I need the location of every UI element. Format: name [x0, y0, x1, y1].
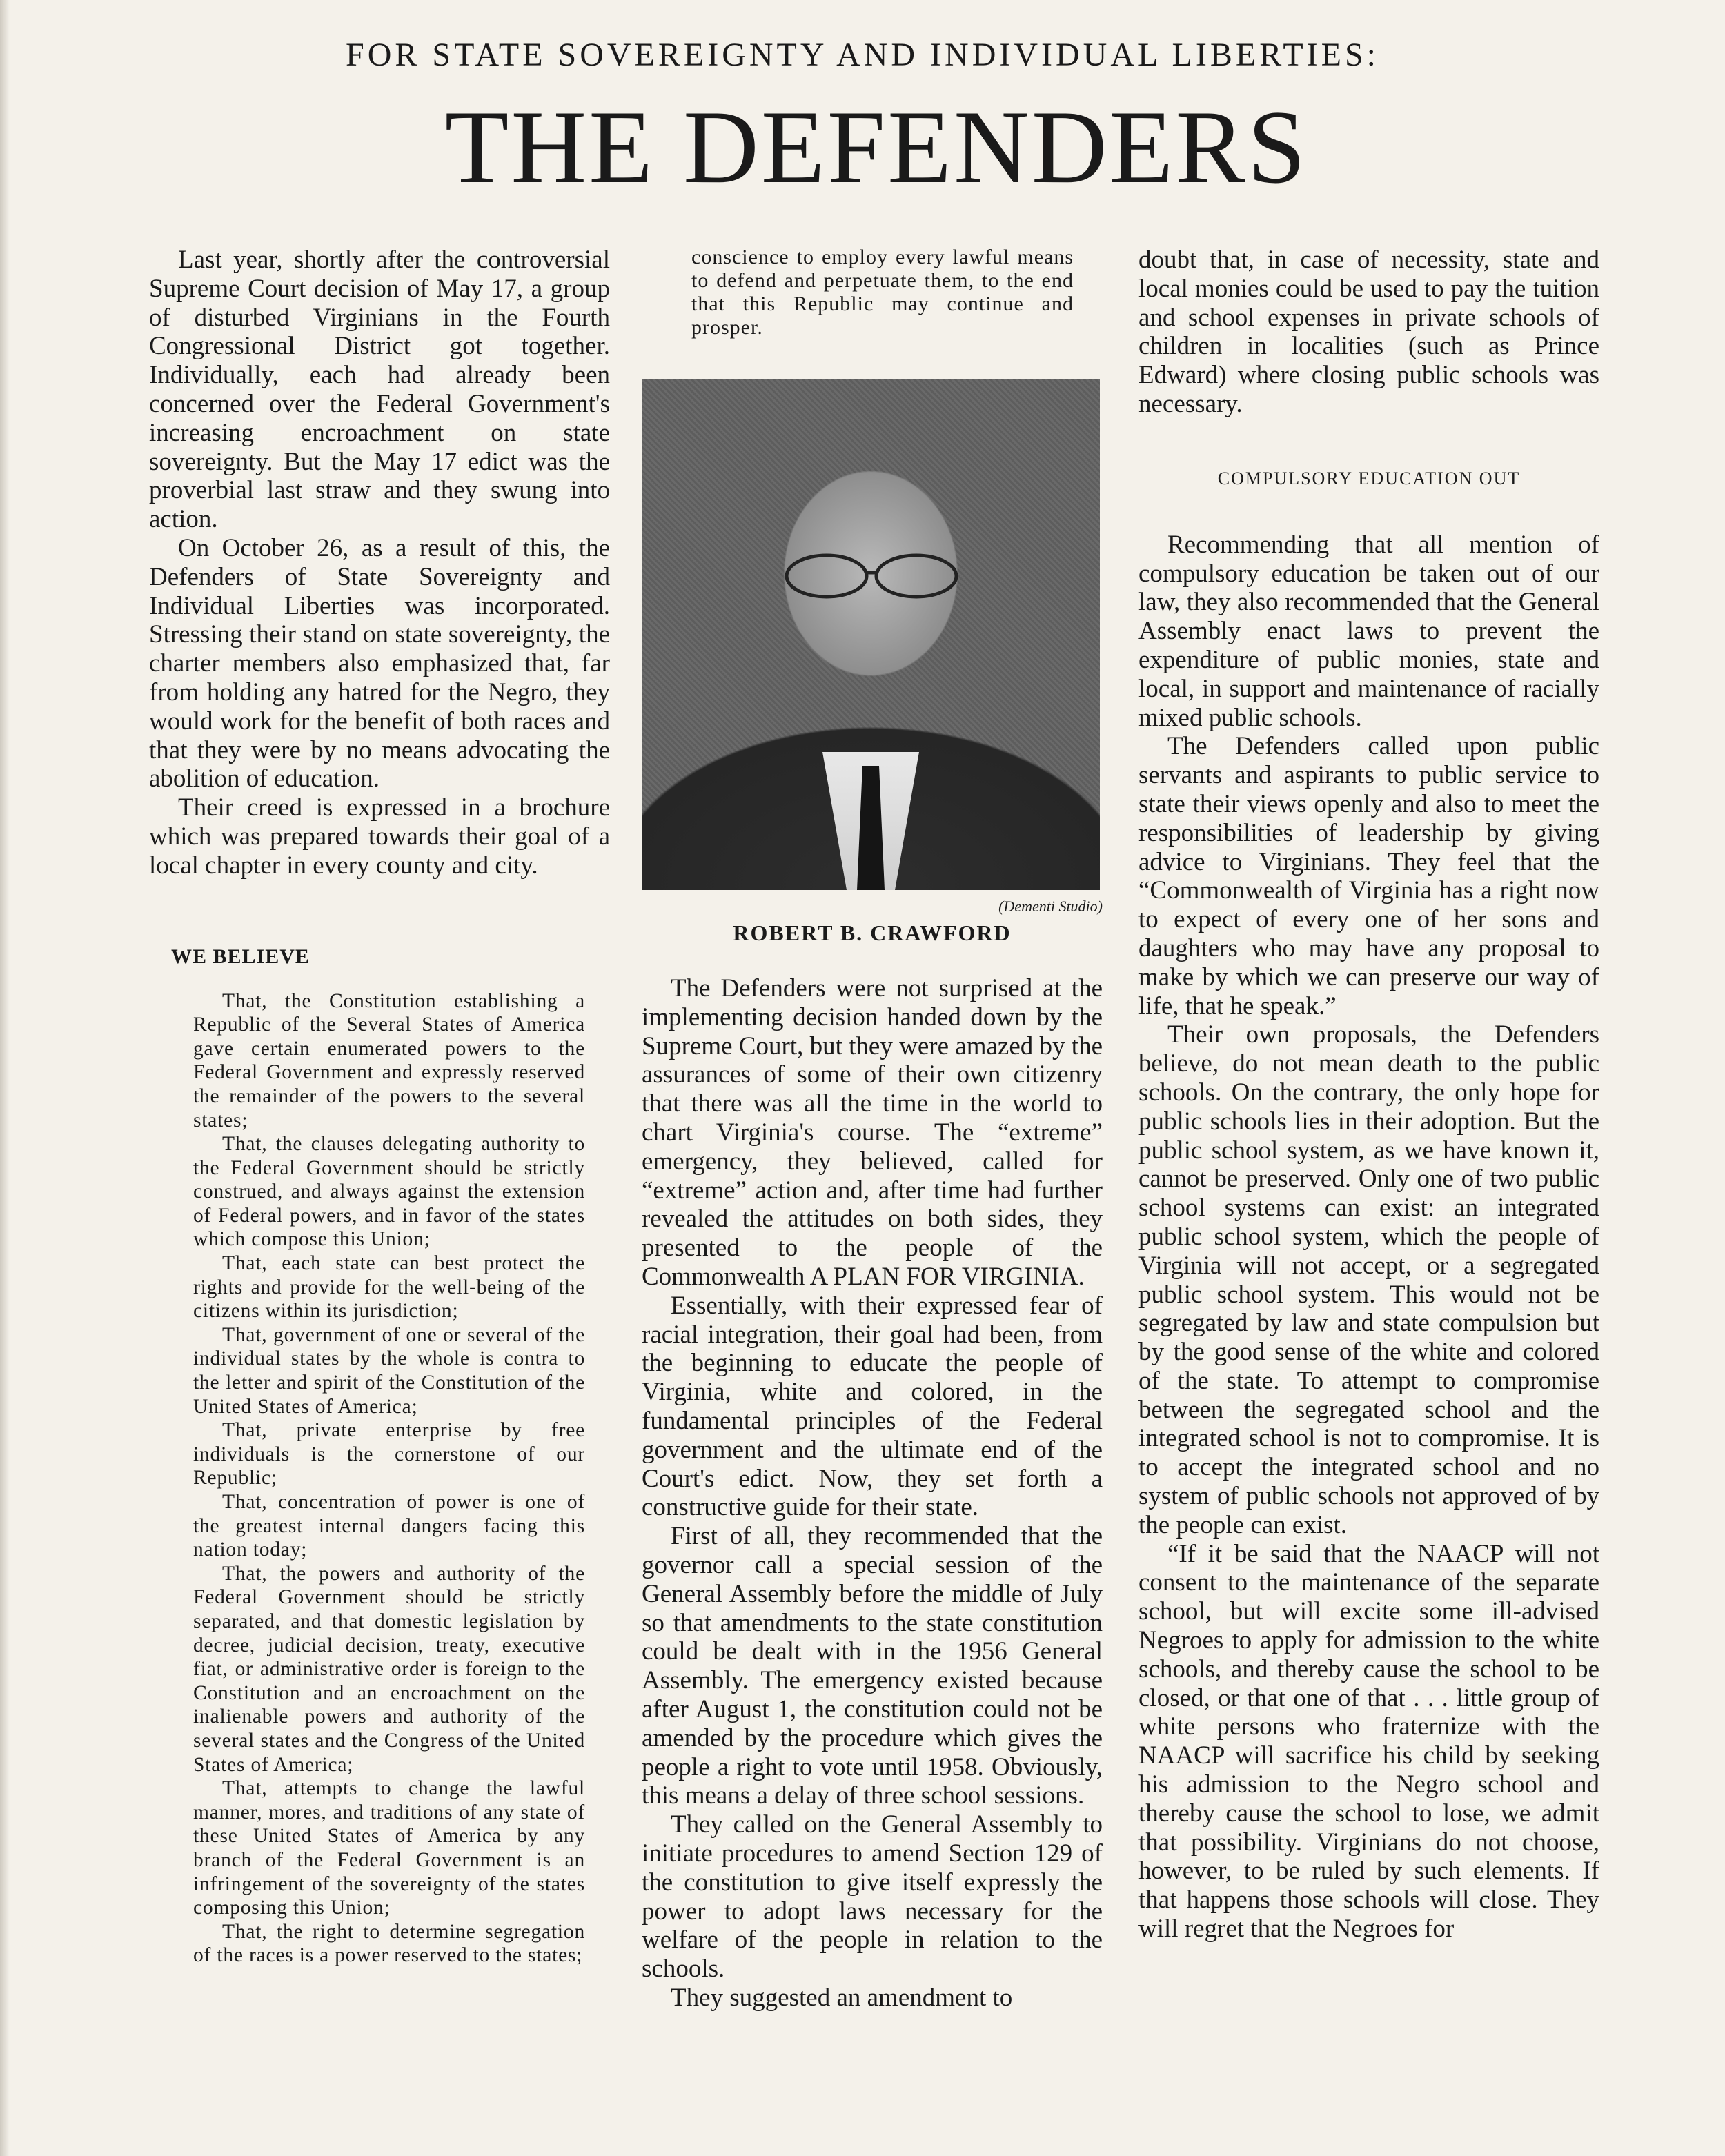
creed-item: That, the Constitution establishing a Republic of the Several States of America gave certain enumerated powers to the Federal Government and expressly reserved the remainder of the powers to the several states;: [193, 989, 585, 1131]
column-3: [1138, 246, 1599, 2156]
headline: THE DEFENDERS: [444, 89, 1308, 205]
paragraph: On October 26, as a result of this, the Defenders of State Sovereignty and Individual Liberties was incorporated. Stressing their stand on state sovereignty, the charter members also emphasized that, far from holding any hatred for the Negro, they would work for the benefit of both races and that they were by no means advocating the abolition of education.: [149, 533, 610, 793]
paragraph: doubt that, in case of necessity, state and local monies could be used to pay the tuition and school expenses in private schools of children in localities (such as Prince Edward) where closing public schools was necessary.: [1138, 246, 1599, 418]
photo-credit: (Dementi Studio): [998, 898, 1103, 915]
paragraph: Their creed is expressed in a brochure which was prepared towards their goal of a local chapter in every county and city.: [149, 793, 610, 880]
creed-item: That, government of one or several of the individual states by the whole is contra to the letter and spirit of the Constitution of the United States of America;: [193, 1323, 585, 1418]
section-subheading: COMPULSORY EDUCATION OUT: [1217, 468, 1521, 488]
paragraph: The Defenders were not surprised at the implementing decision handed down by the Supreme Court, but they were amazed by the assurances of some of their own citizenry that there was all the time in the world to chart Virginia's course. The “extreme” emergency, they believed, called for “extreme” action and, after time had further revealed the attitudes on both sides, they presented to the people of the Commonwealth A PLAN FOR VIRGINIA.: [642, 974, 1103, 1291]
creed-item: That, private enterprise by free individuals is the cornerstone of our Republic;: [193, 1419, 585, 1490]
paragraph: Their own proposals, the Defenders believe, do not mean death to the public schools. On the contrary, the only hope for public schools lies in their adoption. But the public school system, as we have known it, cannot be preserved. Only one of two public school systems can exist: an integrated public school system, which the people of Virginia will not accept, or a segregated public school system. This would not be segregated by law and state compulsion but by the good sense of the white and colored of the state. To attempt to compromise between the segregated school and the integrated school is not to compromise. It is to accept the integrated school and no system of public schools not approved of by the people can exist.: [1138, 1020, 1599, 1539]
paragraph: The Defenders called upon public servants and aspirants to public service to state their views openly and also to meet the responsibilities of leadership by giving advice to Virginians. They feel that the “Commonwealth of Virginia has a right now to expect of every one of her sons and daughters who may have any proposal to make by which we can preserve our way of life, that he speak.”: [1138, 732, 1599, 1020]
glasses-shape: [778, 552, 965, 600]
creed-item: That, the powers and authority of the Federal Government should be strictly separated, and that domestic legislation by decree, judicial decision, treaty, executive fiat, or administrative order is foreign to the Constitution and an encroachment on the inalienable powers and authority of the several states and the Congress of the United States of America;: [193, 1562, 585, 1776]
paragraph: Last year, shortly after the controversial Supreme Court decision of May 17, a group of disturbed Virginians in the Fourth Congressional District got together. Individually, each had already been concerned over the Federal Government's increasing encroachment on state sovereignty. But the May 17 edict was the proverbial last straw and they swung into action.: [149, 246, 610, 534]
creed-item: That, the clauses delegating authority to the Federal Government should be strictly construed, and always against the extension of Federal powers, and in favor of the states which compose this Union;: [193, 1133, 585, 1251]
paragraph: First of all, they recommended that the governor call a special session of the General Assembly before the middle of July so that amendments to the state constitution could be dealt with in the 1956 General Assembly. The emergency existed because after August 1, the constitution could not be amended by the procedure which gives the people a right to vote until 1958. Obviously, this means a delay of three school sessions.: [642, 1522, 1103, 1810]
paragraph: Recommending that all mention of compulsory education be taken out of our law, they also recommended that the General Assembly enact laws to prevent the expenditure of public monies, state and local, in support and maintenance of racially mixed public schools.: [1138, 530, 1599, 732]
kicker-line: FOR STATE SOVEREIGNTY AND INDIVIDUAL LIBERTIES:: [346, 37, 1379, 73]
portrait-photo: [642, 379, 1100, 890]
column-1: [149, 246, 610, 2156]
creed-continuation: conscience to employ every lawful means to defend and perpetuate them, to the end that this Republic may continue and prosper.: [691, 246, 1074, 339]
creed-item: That, attempts to change the lawful manner, mores, and traditions of any state of these United States of America by any branch of the Federal Government is an infringement of the sovereignty of the states composing this Union;: [193, 1777, 585, 1919]
creed-heading: WE BELIEVE: [171, 945, 310, 968]
creed-item: That, the right to determine segregation of the races is a power reserved to the states;: [193, 1920, 585, 1967]
photo-caption: ROBERT B. CRAWFORD: [733, 920, 1012, 945]
paragraph: They suggested an amendment to: [671, 1983, 1013, 2012]
creed-item: That, concentration of power is one of the greatest internal dangers facing this nation today;: [193, 1491, 585, 1561]
paragraph: “If it be said that the NAACP will not consent to the maintenance of the separate school, but will excite some ill-advised Negroes to apply for admission to the white schools, and thereby cause the school to be closed, or that one of that . . . little group of white persons who fraternize with the NAACP will sacrifice his child by seeking his admission to the Negro school and thereby cause the school to lose, we admit that possibility. Virginians do not choose, however, to be ruled by such elements. If that happens those schools will close. They will regret that the Negroes for: [1138, 1539, 1599, 1944]
column-2: [642, 246, 1103, 2156]
paragraph: They called on the General Assembly to initiate procedures to amend Section 129 of the constitution to give itself expressly the power to adopt laws necessary for the welfare of the people in relation to the schools.: [642, 1810, 1103, 1984]
paragraph: Essentially, with their expressed fear of racial integration, their goal had been, from the beginning to educate the people of Virginia, white and colored, in the fundamental principles of the Federal government and the ultimate end of the Court's edict. Now, they set forth a constructive guide for their state.: [642, 1291, 1103, 1522]
page-edge-shadow: [0, 0, 10, 2156]
creed-list: [149, 989, 610, 1968]
creed-item: That, each state can best protect the rights and provide for the well-being of the citizens within its jurisdiction;: [193, 1252, 585, 1323]
